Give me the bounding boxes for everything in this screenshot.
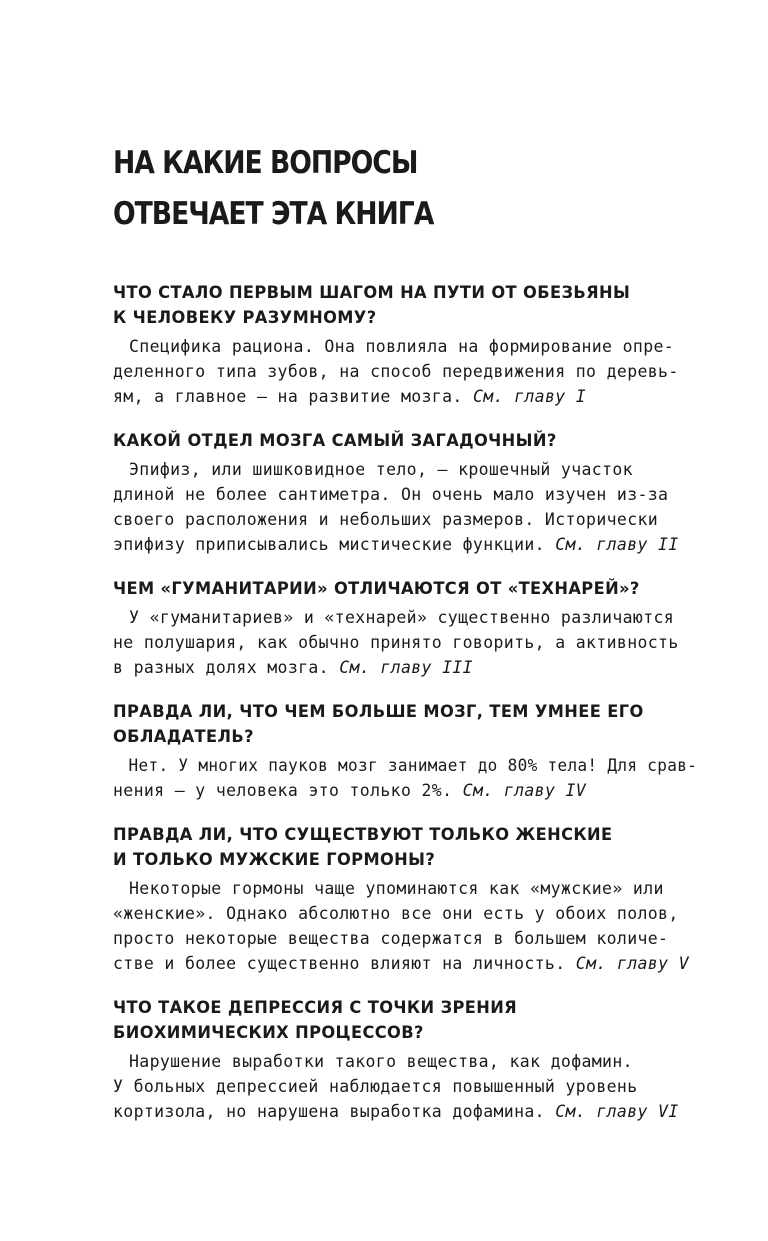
answer-line-text: кортизола, но нарушена выработка дофамина.	[113, 1102, 545, 1121]
answer-text	[113, 334, 697, 409]
answer-line	[113, 876, 697, 901]
answer-line-text: Эпифиз, или шишковидное тело, — крошечный участок	[129, 460, 633, 479]
answer-line	[113, 655, 697, 680]
answer-line	[113, 630, 697, 655]
question-line: ПРАВДА ЛИ, ЧТО СУЩЕСТВУЮТ ТОЛЬКО ЖЕНСКИЕ	[113, 825, 613, 845]
answer-line	[113, 507, 697, 532]
page-title-line-2: ОТВЕЧАЕТ ЭТА КНИГА	[113, 196, 434, 232]
answer-line-text: просто некоторые вещества содержатся в большем количе-	[113, 929, 669, 948]
question-line: ЧЕМ «ГУМАНИТАРИИ» ОТЛИЧАЮТСЯ ОТ «ТЕХНАРЕЙ»?	[113, 579, 640, 599]
answer-line	[113, 605, 697, 630]
question-line: ЧТО СТАЛО ПЕРВЫМ ШАГОМ НА ПУТИ ОТ ОБЕЗЬЯНЫ	[113, 283, 631, 303]
answer-line-text: длиной не более сантиметра. Он очень мало изучен из-за	[113, 485, 669, 504]
question-line: ПРАВДА ЛИ, ЧТО ЧЕМ БОЛЬШЕ МОЗГ, ТЕМ УМНЕЕ ЕГО	[113, 702, 644, 722]
answer-line	[113, 753, 698, 778]
question-line: ЧТО ТАКОЕ ДЕПРЕССИЯ С ТОЧКИ ЗРЕНИЯ	[113, 998, 518, 1018]
question-heading	[113, 996, 671, 1046]
answer-line-text: в разных долях мозга.	[113, 658, 329, 677]
chapter-reference: См. главу VI	[555, 1102, 679, 1121]
answer-line-text: эпифизу приписывались мистические функции.	[113, 535, 545, 554]
question-heading	[113, 823, 671, 873]
answer-text	[113, 1049, 697, 1124]
answer-line	[113, 532, 697, 557]
answer-line	[113, 334, 697, 359]
answer-line-text: У «гуманитариев» и «технарей» существенно различаются	[129, 608, 675, 627]
answer-line	[113, 901, 697, 926]
answer-line-text: стве и более существенно влияют на личность.	[113, 954, 566, 973]
qa-block	[113, 429, 697, 557]
answer-line	[113, 457, 697, 482]
chapter-reference: См. главу V	[575, 954, 689, 973]
answer-text	[113, 605, 697, 680]
question-heading	[113, 700, 671, 750]
answer-line	[113, 1049, 697, 1074]
answer-line-text: Специфика рациона. Она повлияла на формирование опре-	[129, 337, 675, 356]
answer-line	[113, 951, 697, 976]
qa-block	[113, 996, 697, 1124]
answer-line	[113, 1074, 697, 1099]
answer-text	[113, 876, 697, 976]
chapter-reference: См. главу IV	[462, 781, 587, 800]
chapter-reference: См. главу III	[339, 658, 473, 677]
answer-line-text: ям, а главное — на развитие мозга.	[113, 387, 463, 406]
page-title-line-1: НА КАКИЕ ВОПРОСЫ	[113, 145, 418, 181]
qa-list	[113, 281, 697, 1124]
answer-line-text: своего расположения и небольших размеров. Исторически	[113, 510, 659, 529]
question-heading	[113, 281, 671, 331]
question-line: КАКОЙ ОТДЕЛ МОЗГА САМЫЙ ЗАГАДОЧНЫЙ?	[113, 431, 557, 451]
qa-block	[113, 700, 697, 803]
answer-line-text: У больных депрессией наблюдается повышенный уровень	[113, 1077, 638, 1096]
book-page	[113, 138, 697, 1144]
answer-line	[113, 359, 697, 384]
answer-line	[113, 384, 697, 409]
question-heading	[113, 429, 671, 454]
question-line: БИОХИМИЧЕСКИХ ПРОЦЕССОВ?	[113, 1023, 424, 1043]
qa-block	[113, 281, 697, 409]
answer-line-text: «женские». Однако абсолютно все они есть у обоих полов,	[113, 904, 679, 923]
question-line: И ТОЛЬКО МУЖСКИЕ ГОРМОНЫ?	[113, 850, 436, 870]
answer-text	[113, 457, 697, 557]
answer-line	[113, 926, 697, 951]
answer-line-text: деленного типа зубов, на способ передвижения по деревь-	[113, 362, 679, 381]
answer-line-text: нения — у человека это только 2%.	[113, 781, 453, 800]
answer-line-text: не полушария, как обычно принято говорить, а активность	[113, 633, 679, 652]
chapter-reference: См. главу II	[555, 535, 679, 554]
question-heading	[113, 577, 671, 602]
page-title	[113, 138, 615, 240]
answer-line	[113, 482, 697, 507]
question-line: К ЧЕЛОВЕКУ РАЗУМНОМУ?	[113, 308, 377, 328]
answer-line	[113, 778, 697, 803]
answer-line-text: Нарушение выработки такого вещества, как дофамин.	[129, 1052, 633, 1071]
question-line: ОБЛАДАТЕЛЬ?	[113, 727, 254, 747]
answer-line-text: Нет. У многих пауков мозг занимает до 80% тела! Для срав-	[128, 756, 698, 775]
chapter-reference: См. главу I	[472, 387, 587, 406]
answer-line	[113, 1099, 697, 1124]
qa-block	[113, 577, 697, 680]
answer-line-text: Некоторые гормоны чаще упоминаются как «мужские» или	[129, 879, 664, 898]
answer-text	[113, 753, 697, 803]
qa-block	[113, 823, 697, 976]
